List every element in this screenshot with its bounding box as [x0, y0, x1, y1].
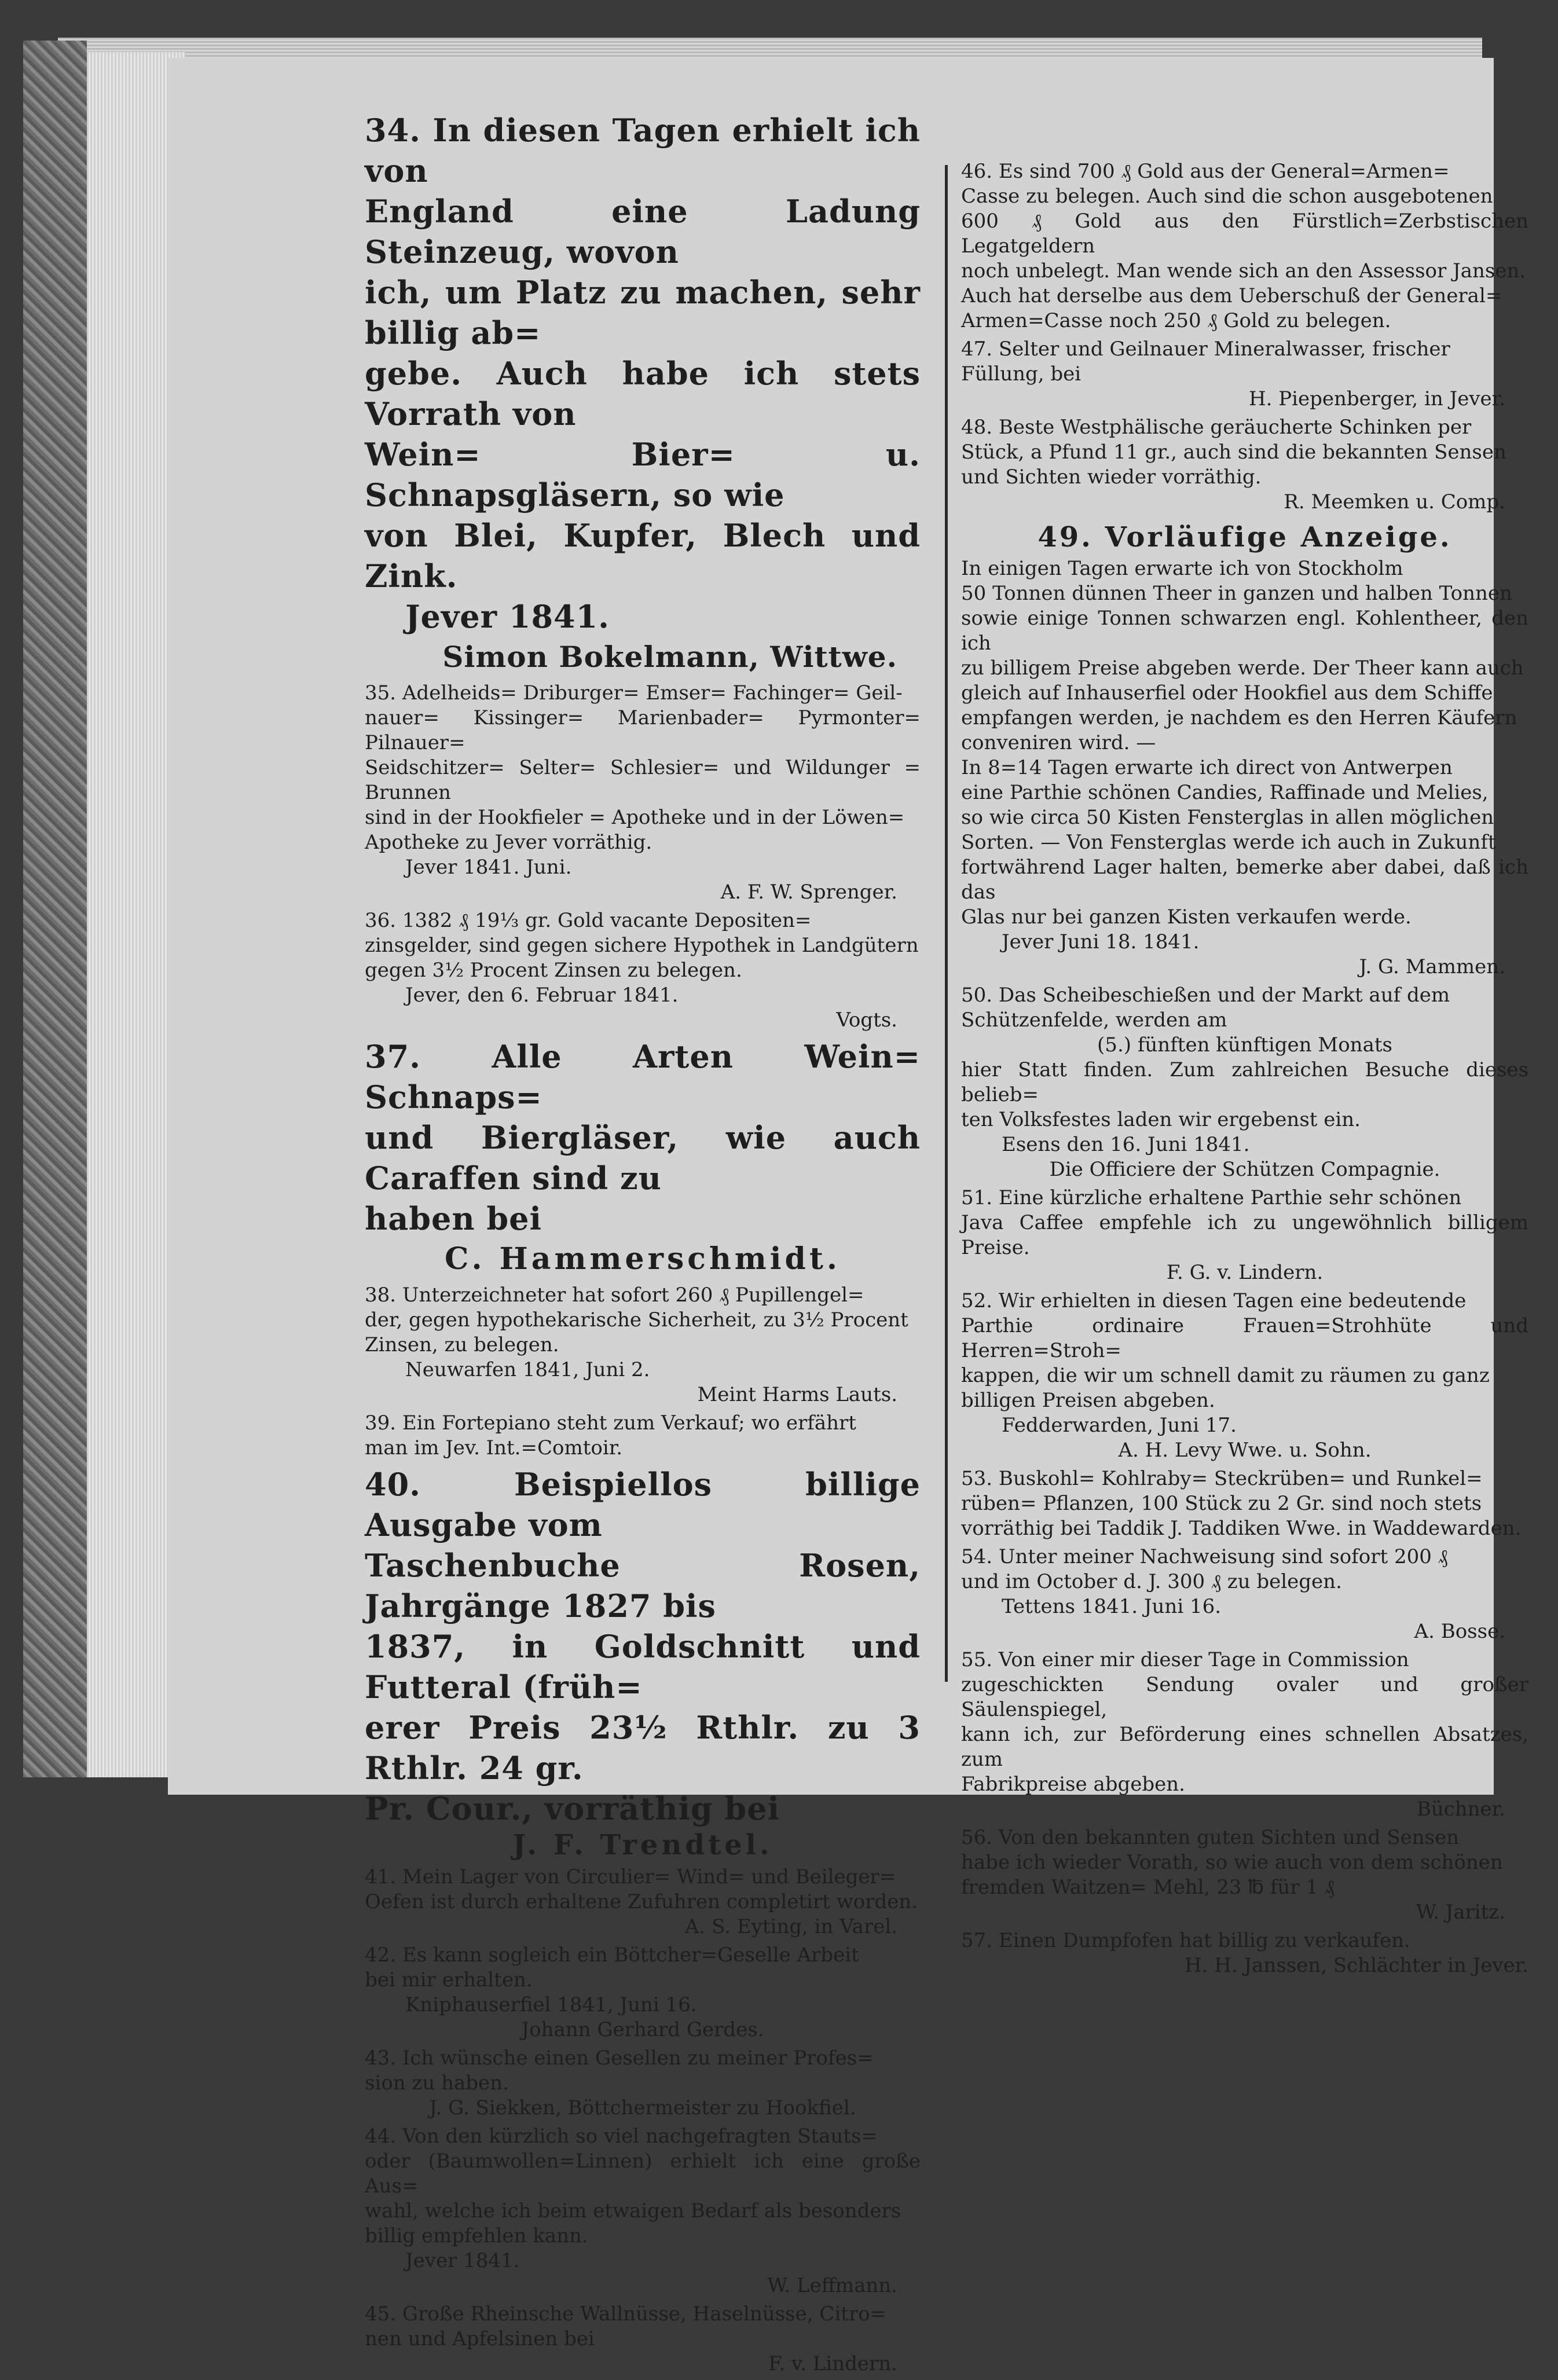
notice-52-date: Fedderwarden, Juni 17. [1002, 1414, 1237, 1437]
notice-49-line: zu billigem Preise abgeben werde. Der Theer kann auch [961, 657, 1524, 680]
notice-57-signature: H. H. Janssen, Schlächter in Jever. [1184, 1954, 1528, 1977]
notice-36-date: Jever, den 6. Februar 1841. [405, 984, 679, 1007]
notice-48-line: und Sichten wieder vorräthig. [961, 465, 1262, 489]
notice-52-line: Parthie ordinaire Frauen=Strohhüte und Herren=Stroh= [961, 1314, 1528, 1362]
notice-55-line: kann ich, zur Beförderung eines schnellen Absatzes, zum [961, 1723, 1528, 1771]
notice-52-line: billigen Preisen abgeben. [961, 1389, 1215, 1412]
notice-53-line: vorräthig bei Taddik J. Taddiken Wwe. in Waddewarden. [961, 1517, 1522, 1540]
notice-46-line: Casse zu belegen. Auch sind die schon ausgebotenen [961, 185, 1493, 208]
notice-49-line: fortwährend Lager halten, bemerke aber dabei, daß ich das [961, 856, 1528, 904]
notice-37-line: und Biergläser, wie auch Caraffen sind zu [365, 1119, 921, 1197]
notice-49-line: conveniren wird. — [961, 731, 1156, 754]
notice-42 [365, 1943, 921, 2042]
notice-54 [961, 1545, 1528, 1644]
notice-52-line: 52. Wir erhielten in diesen Tagen eine bedeutende [961, 1289, 1467, 1312]
notice-50-line: 50. Das Scheibeschießen und der Markt auf dem [961, 984, 1450, 1007]
notice-49-line: Glas nur bei ganzen Kisten verkaufen werde. [961, 905, 1412, 929]
notice-51 [961, 1186, 1528, 1285]
notice-56-signature: W. Jaritz. [1416, 1901, 1505, 1924]
notice-55-line: 55. Von einer mir dieser Tage in Commission [961, 1648, 1409, 1671]
notice-47 [961, 337, 1528, 412]
column-divider [945, 165, 948, 1682]
notice-34-line: von Blei, Kupfer, Blech und Zink. [365, 517, 921, 595]
notice-45-line: 45. Große Rheinsche Wallnüsse, Haselnüsse, Citro= [365, 2302, 887, 2326]
notice-49-line: gleich auf Inhauserfiel oder Hookfiel aus dem Schiffe [961, 681, 1493, 705]
notice-54-signature: A. Bosse. [1414, 1620, 1505, 1643]
notice-55-signature: Büchner. [1416, 1798, 1505, 1821]
notice-49-line: 50 Tonnen dünnen Theer in ganzen und halben Tonnen [961, 582, 1512, 605]
notice-53-line: rüben= Pflanzen, 100 Stück zu 2 Gr. sind noch stets [961, 1492, 1482, 1515]
notice-44 [365, 2124, 921, 2298]
notice-49-date: Jever Juni 18. 1841. [1002, 930, 1200, 954]
notice-54-line: und im October d. J. 300 ₰ zu belegen. [961, 1570, 1342, 1593]
notice-50-line: (5.) fünften künftigen Monats [1097, 1033, 1392, 1057]
notice-40-line: 40. Beispiellos billige Ausgabe vom [365, 1466, 921, 1543]
notice-49 [961, 518, 1528, 980]
notice-51-signature: F. G. v. Lindern. [1166, 1261, 1324, 1284]
notice-45-signature: F. v. Lindern. [768, 2352, 897, 2375]
notice-37 [365, 1036, 921, 1279]
notice-42-line: 42. Es kann sogleich ein Böttcher=Geselle Arbeit [365, 1943, 859, 1967]
notice-49-line: In 8=14 Tagen erwarte ich direct von Antwerpen [961, 756, 1453, 779]
notice-47-signature: H. Piepenberger, in Jever. [1248, 387, 1505, 410]
notice-56-line: habe ich wieder Vorath, so wie auch von dem schönen [961, 1851, 1503, 1874]
notice-41-line: Oefen ist durch erhaltene Zufuhren completirt worden. [365, 1890, 918, 1913]
notice-36-line: zinsgelder, sind gegen sichere Hypothek in Landgütern [365, 934, 919, 957]
notice-41-line: 41. Mein Lager von Circulier= Wind= und Beileger= [365, 1865, 896, 1888]
notice-56-line: 56. Von den bekannten guten Sichten und Sensen [961, 1826, 1460, 1849]
notice-35-line: nauer= Kissinger= Marienbader= Pyrmonter= Pilnauer= [365, 706, 921, 754]
notice-38-line: der, gegen hypothekarische Sicherheit, zu 3½ Procent [365, 1308, 908, 1332]
notice-57-line: 57. Einen Dumpfofen hat billig zu verkaufen. [961, 1929, 1410, 1952]
notice-46-line: 600 ₰ Gold aus den Fürstlich=Zerbstischen Legatgeldern [961, 210, 1528, 258]
notice-49-line: empfangen werden, je nachdem es den Herren Käufern [961, 706, 1517, 729]
notice-45 [365, 2302, 921, 2377]
notice-55 [961, 1648, 1528, 1822]
notice-36-line: 36. 1382 ₰ 19⅓ gr. Gold vacante Depositen= [365, 909, 812, 932]
notice-39-line: 39. Ein Fortepiano steht zum Verkauf; wo erfährt [365, 1411, 856, 1435]
notice-39-line: man im Jev. Int.=Comtoir. [365, 1436, 623, 1459]
notice-35-signature: A. F. W. Sprenger. [720, 881, 897, 904]
notice-36 [365, 908, 921, 1033]
notice-46-line: 46. Es sind 700 ₰ Gold aus der General=Armen= [961, 160, 1450, 183]
notice-43-line: sion zu haben. [365, 2071, 509, 2095]
notice-37-line: haben bei [365, 1200, 542, 1237]
notice-36-line: gegen 3½ Procent Zinsen zu belegen. [365, 959, 742, 982]
notice-37-line: 37. Alle Arten Wein= Schnaps= [365, 1038, 921, 1116]
notice-52 [961, 1289, 1528, 1463]
notice-54-date: Tettens 1841. Juni 16. [1002, 1595, 1222, 1618]
notice-51-line: 51. Eine kürzliche erhaltene Parthie sehr schönen [961, 1186, 1462, 1209]
notice-56 [961, 1825, 1528, 1925]
notice-34-line: England eine Ladung Steinzeug, wovon [365, 193, 921, 270]
notice-57 [961, 1928, 1528, 1978]
notice-40-line: Pr. Cour., vorräthig bei [365, 1790, 780, 1827]
notice-41 [365, 1865, 921, 1939]
notice-49-line: Sorten. — Von Fensterglas werde ich auch in Zukunft [961, 831, 1496, 854]
notice-35 [365, 681, 921, 905]
notice-34-line: 34. In diesen Tagen erhielt ich von [365, 112, 921, 189]
left-column [365, 110, 921, 2380]
notice-44-line: billig empfehlen kann. [365, 2224, 588, 2247]
notice-35-line: Seidschitzer= Selter= Schlesier= und Wildunger = Brunnen [365, 756, 921, 804]
notice-45-line: nen und Apfelsinen bei [365, 2327, 595, 2350]
notice-47-line: Füllung, bei [961, 362, 1082, 386]
notice-49-title: 49. Vorläufige Anzeige. [1038, 521, 1452, 553]
notice-34 [365, 110, 921, 677]
notice-40-line: 1837, in Goldschnitt und Futteral (früh= [365, 1628, 921, 1706]
notice-43 [365, 2046, 921, 2121]
notice-49-line: eine Parthie schönen Candies, Raffinade und Melies, [961, 781, 1489, 804]
notice-37-signature: C. Hammerschmidt. [444, 1241, 841, 1277]
notice-34-place: Jever 1841. [405, 598, 610, 635]
notice-53-line: 53. Buskohl= Kohlraby= Steckrüben= und Runkel= [961, 1467, 1483, 1490]
notice-34-line: gebe. Auch habe ich stets Vorrath von [365, 355, 921, 432]
notice-48 [961, 415, 1528, 515]
notice-55-line: zugeschickten Sendung ovaler und großer Säulenspiegel, [961, 1673, 1528, 1721]
notice-53 [961, 1466, 1528, 1541]
notice-42-line: bei mir erhalten. [365, 1968, 533, 1992]
notice-41-signature: A. S. Eyting, in Varel. [684, 1915, 897, 1938]
notice-47-line: 47. Selter und Geilnauer Mineralwasser, frischer [961, 338, 1450, 361]
notice-50-signature: Die Officiere der Schützen Compagnie. [1049, 1158, 1440, 1181]
notice-40-line: Taschenbuche Rosen, Jahrgänge 1827 bis [365, 1547, 921, 1624]
notice-44-line: oder (Baumwollen=Linnen) erhielt ich eine große Aus= [365, 2150, 921, 2198]
notice-49-line: so wie circa 50 Kisten Fensterglas in allen möglichen [961, 806, 1494, 829]
notice-48-line: 48. Beste Westphälische geräucherte Schinken per [961, 416, 1472, 439]
notice-35-line: sind in der Hookfieler = Apotheke und in der Löwen= [365, 806, 905, 829]
notice-44-date: Jever 1841. [405, 2249, 520, 2272]
notice-54-line: 54. Unter meiner Nachweisung sind sofort 200 ₰ [961, 1545, 1448, 1568]
notice-35-line: Apotheke zu Jever vorräthig. [365, 831, 652, 854]
notice-55-line: Fabrikpreise abgeben. [961, 1773, 1185, 1796]
notice-50 [961, 983, 1528, 1182]
notice-50-line: hier Statt finden. Zum zahlreichen Besuche dieses belieb= [961, 1058, 1528, 1106]
notice-46-line: noch unbelegt. Man wende sich an den Assessor Jansen. [961, 259, 1526, 283]
right-column [961, 159, 1528, 1982]
notice-38-line: Zinsen, zu belegen. [365, 1333, 559, 1356]
notice-36-signature: Vogts. [836, 1009, 897, 1032]
notice-40 [365, 1464, 921, 1861]
notice-44-line: 44. Von den kürzlich so viel nachgefragten Stauts= [365, 2125, 878, 2148]
notice-49-signature: J. G. Mammen. [1359, 955, 1505, 978]
notice-40-line: erer Preis 23½ Rthlr. zu 3 Rthlr. 24 gr. [365, 1709, 921, 1787]
notice-49-line: sowie einige Tonnen schwarzen engl. Kohlentheer, den ich [961, 607, 1528, 655]
notice-43-signature: J. G. Siekken, Böttchermeister zu Hookfiel. [429, 2096, 856, 2119]
notice-51-line: Java Caffee empfehle ich zu ungewöhnlich billigem Preise. [961, 1211, 1528, 1259]
notice-34-line: ich, um Platz zu machen, sehr billig ab= [365, 274, 921, 351]
notice-34-signature: Simon Bokelmann, Wittwe. [442, 640, 897, 674]
notice-50-line: Schützenfelde, werden am [961, 1009, 1227, 1032]
notice-42-date: Kniphauserfiel 1841, Juni 16. [405, 1993, 697, 2016]
notice-38-date: Neuwarfen 1841, Juni 2. [405, 1358, 650, 1381]
notice-38-signature: Meint Harms Lauts. [697, 1383, 897, 1406]
notice-48-line: Stück, a Pfund 11 gr., auch sind die bekannten Sensen [961, 441, 1506, 464]
notice-40-signature: J. F. Trendtel. [512, 1829, 773, 1861]
notice-46-line: Armen=Casse noch 250 ₰ Gold zu belegen. [961, 309, 1391, 332]
notice-39 [365, 1411, 921, 1461]
notice-44-line: wahl, welche ich beim etwaigen Bedarf als besonders [365, 2199, 901, 2223]
notice-34-line: Wein= Bier= u. Schnapsgläsern, so wie [365, 436, 921, 514]
notice-49-line: In einigen Tagen erwarte ich von Stockholm [961, 557, 1403, 580]
notice-43-line: 43. Ich wünsche einen Gesellen zu meiner Profes= [365, 2047, 874, 2070]
notice-52-line: kappen, die wir um schnell damit zu räumen zu ganz [961, 1364, 1490, 1387]
notice-35-line: 35. Adelheids= Driburger= Emser= Fachinger= Geil- [365, 681, 903, 705]
notice-50-date: Esens den 16. Juni 1841. [1002, 1133, 1250, 1156]
notice-38 [365, 1283, 921, 1407]
notice-42-signature: Johann Gerhard Gerdes. [521, 2018, 764, 2041]
notice-38-line: 38. Unterzeichneter hat sofort 260 ₰ Pupillengel= [365, 1283, 864, 1307]
notice-44-signature: W. Leffmann. [767, 2274, 897, 2297]
notice-52-signature: A. H. Levy Wwe. u. Sohn. [1118, 1439, 1372, 1462]
notice-48-signature: R. Meemken u. Comp. [1284, 490, 1505, 514]
notice-50-line: ten Volksfestes laden wir ergebenst ein. [961, 1108, 1361, 1131]
book-spine [23, 41, 87, 1777]
notice-46-line: Auch hat derselbe aus dem Ueberschuß der General= [961, 284, 1502, 307]
notice-46 [961, 159, 1528, 333]
notice-56-line: fremden Waitzen= Mehl, 23 ℔ für 1 ₰ [961, 1876, 1335, 1899]
notice-35-date: Jever 1841. Juni. [405, 856, 572, 879]
